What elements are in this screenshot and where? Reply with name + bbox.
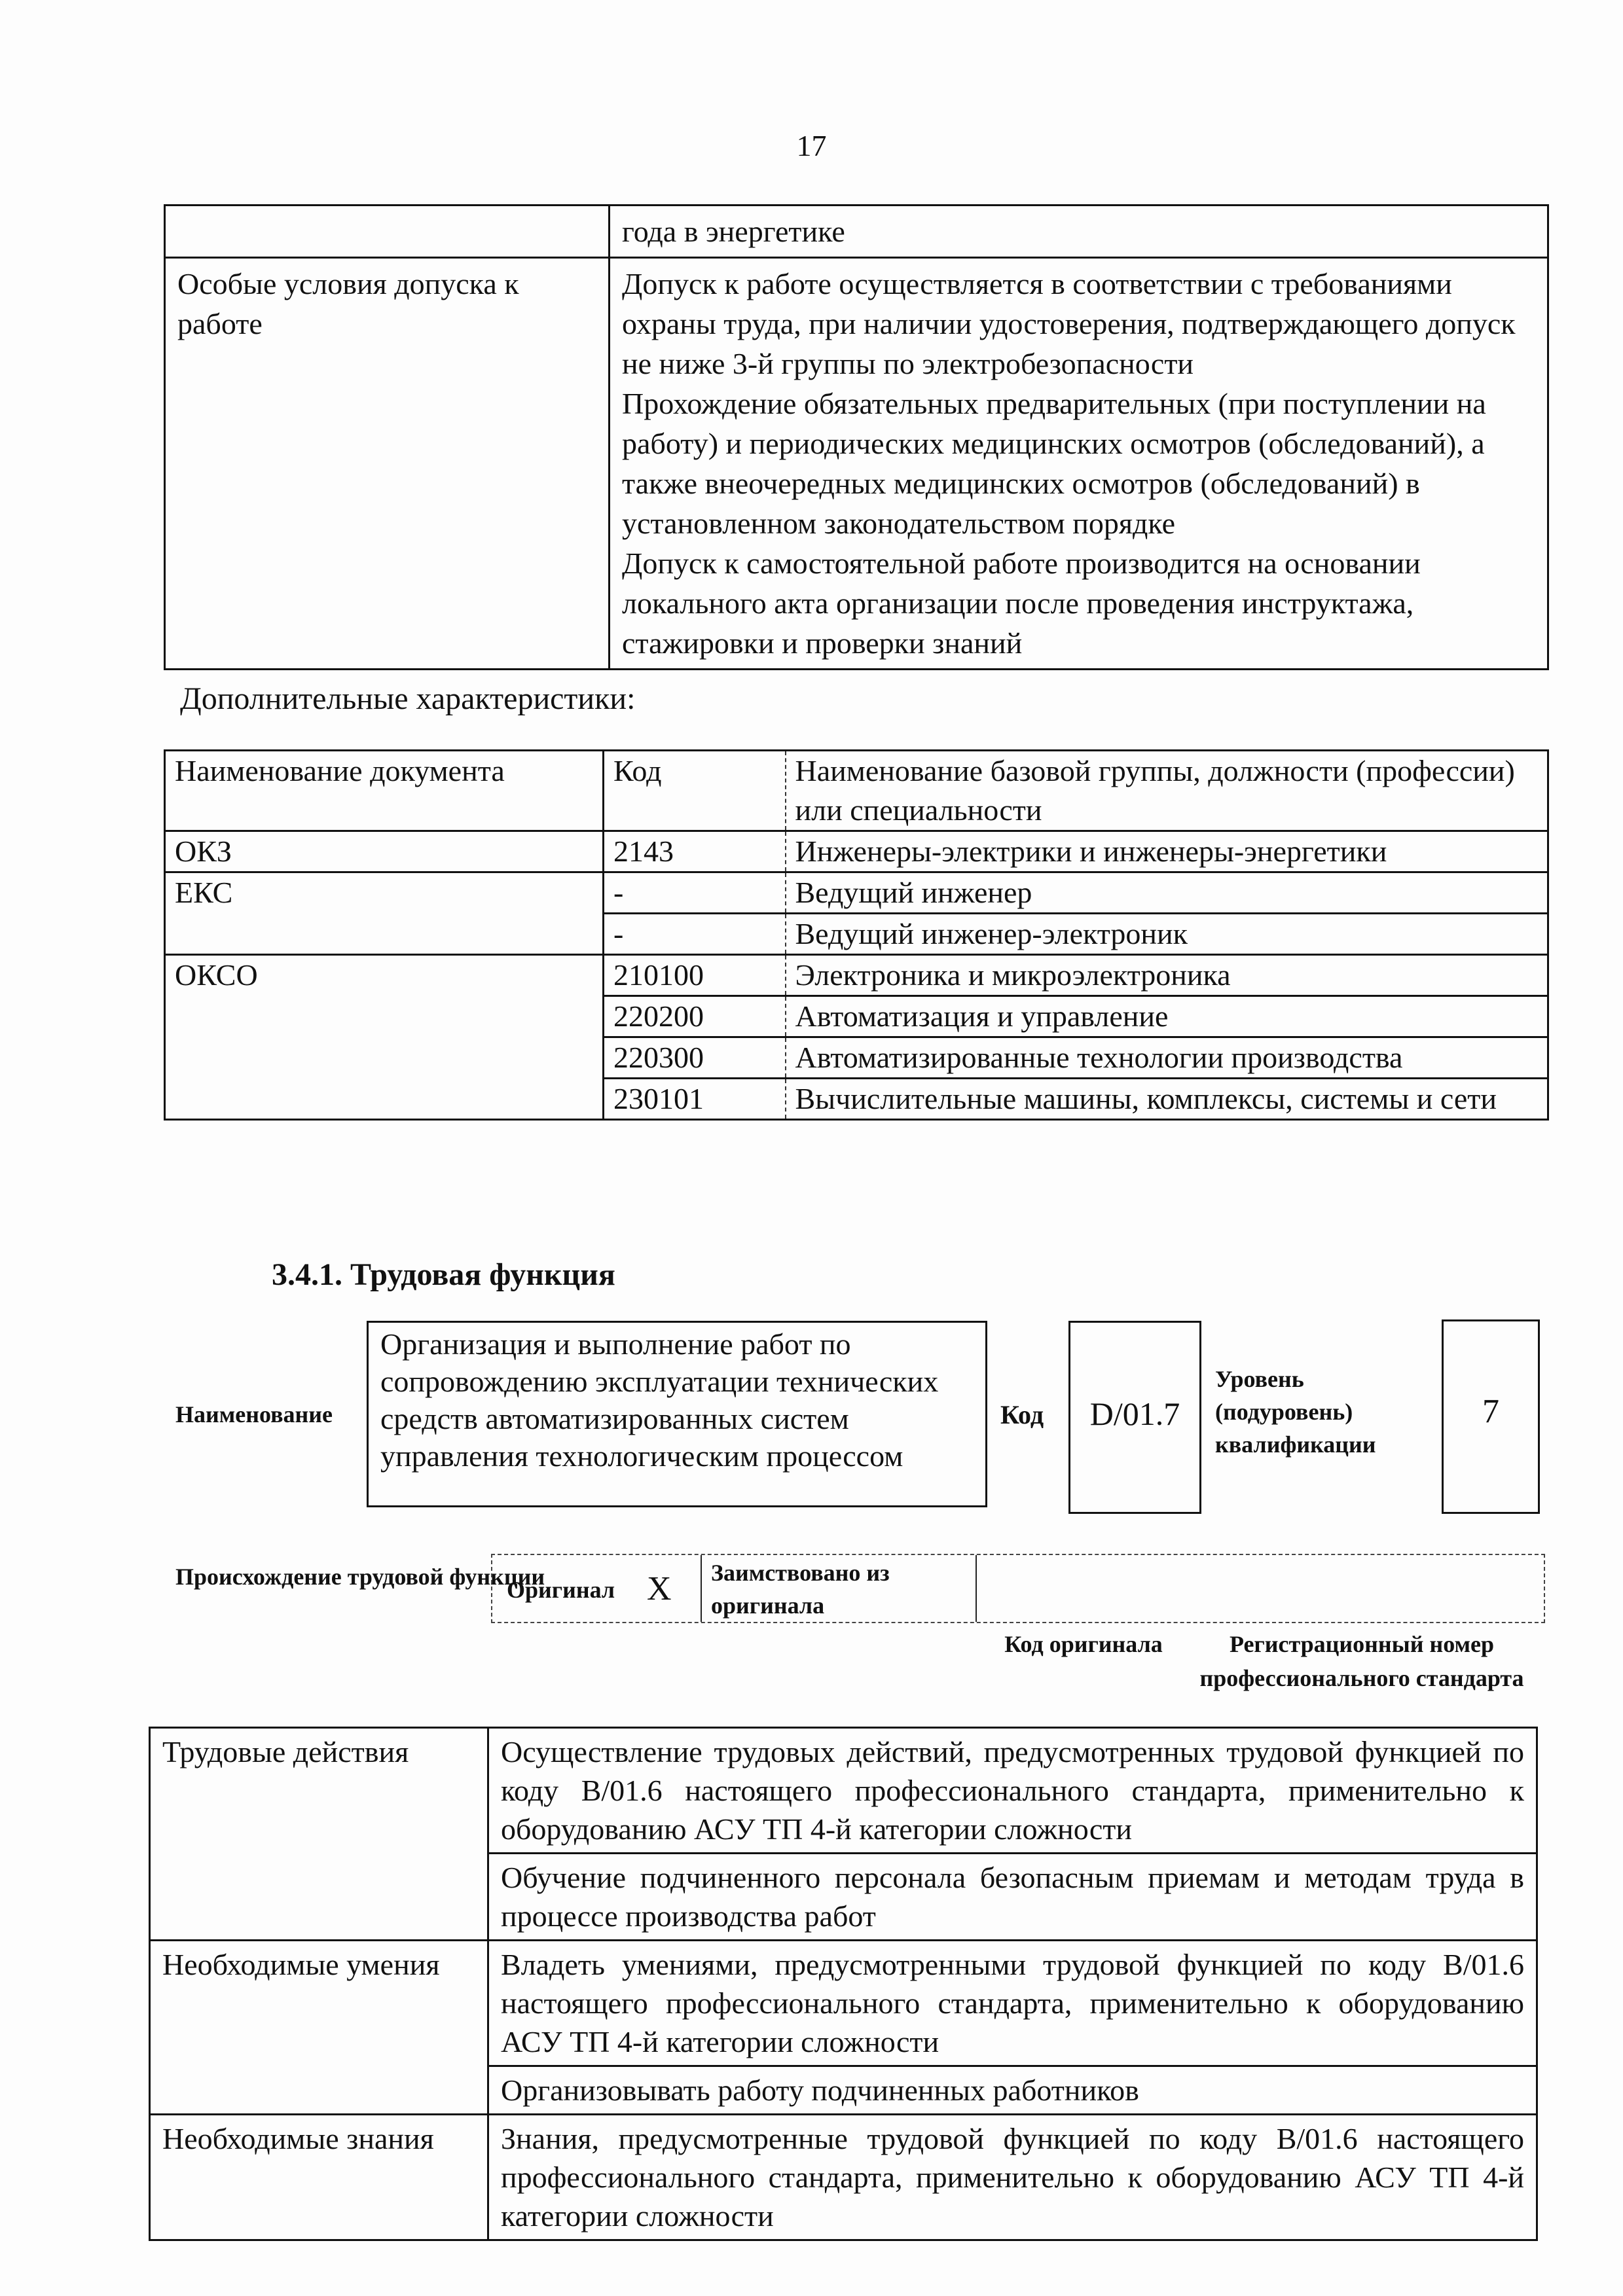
- original-code-label: Код оригинала: [1004, 1631, 1163, 1657]
- original-cell: [492, 1555, 702, 1622]
- row-label: Трудовые действия: [150, 1728, 488, 1941]
- name-cell: Инженеры-электрики и инженеры-энергетики: [786, 831, 1548, 872]
- name-cell: Электроника и микроэлектроника: [786, 955, 1548, 996]
- row-label: Особые условия допуска к работе: [165, 258, 610, 670]
- table-row: [165, 206, 1548, 258]
- original-mark: X: [647, 1570, 672, 1607]
- code-cell: -: [604, 872, 786, 914]
- admission-conditions-table: [164, 204, 1549, 670]
- row-label: Необходимые знания: [150, 2115, 488, 2240]
- additional-characteristics-heading: Дополнительные характеристики:: [180, 681, 636, 716]
- code-cell: 210100: [604, 955, 786, 996]
- qualification-level-label: Уровень (подуровень) квалификации: [1215, 1366, 1376, 1458]
- code-cell: 230101: [604, 1079, 786, 1120]
- row-label: Необходимые умения: [150, 1941, 488, 2115]
- origin-row: [491, 1554, 1545, 1623]
- name-cell: Ведущий инженер-электроник: [786, 914, 1548, 955]
- column-header: Код: [604, 751, 786, 831]
- additional-characteristics-table: [164, 749, 1549, 1121]
- name-cell: Автоматизация и управление: [786, 996, 1548, 1037]
- table-cell: [165, 206, 610, 258]
- code-cell: 220300: [604, 1037, 786, 1079]
- table-cell: года в энергетике: [610, 206, 1548, 258]
- table-row: [165, 955, 1548, 996]
- name-cell: Ведущий инженер: [786, 872, 1548, 914]
- table-header-row: [165, 751, 1548, 831]
- labor-function-details-table: [149, 1727, 1538, 2241]
- registration-number-label: Регистрационный номер профессионального стандарта: [1199, 1631, 1524, 1691]
- table-cell: Обучение подчиненного персонала безопасным приемам и методам труда в процессе производства работ: [488, 1854, 1537, 1941]
- table-row: [165, 258, 1548, 670]
- table-row: [150, 1941, 1537, 2066]
- origin-label: Происхождение трудовой функции: [175, 1564, 545, 1590]
- qualification-level-box: 7: [1442, 1319, 1540, 1514]
- original-label: Оригинал: [507, 1577, 615, 1603]
- table-cell: [610, 258, 1548, 670]
- code-cell: 220200: [604, 996, 786, 1037]
- paragraph: Допуск к самостоятельной работе производится на основании локального акта организации после проведения инструктажа, стажировки и проверки знаний: [622, 547, 1421, 660]
- column-header: Наименование базовой группы, должности (профессии) или специальности: [786, 751, 1548, 831]
- table-cell: Владеть умениями, предусмотренными трудовой функцией по коду В/01.6 настоящего профессионального стандарта, применительно к оборудованию АСУ ТП 4-й категории сложности: [488, 1941, 1537, 2066]
- doc-cell: ЕКС: [165, 872, 604, 955]
- doc-cell: ОКЗ: [165, 831, 604, 872]
- table-cell: Осуществление трудовых действий, предусмотренных трудовой функцией по коду В/01.6 настоящего профессионального стандарта, применительно к оборудованию АСУ ТП 4-й категории сложности: [488, 1728, 1537, 1854]
- table-row: [165, 872, 1548, 914]
- page-number: 17: [796, 129, 827, 162]
- section-title: 3.4.1. Трудовая функция: [272, 1257, 615, 1292]
- column-header: Наименование документа: [165, 751, 604, 831]
- function-name-label: Наименование: [175, 1401, 333, 1427]
- table-row: [165, 831, 1548, 872]
- function-code-label: Код: [1000, 1400, 1044, 1429]
- table-row: [150, 1728, 1537, 1854]
- code-cell: -: [604, 914, 786, 955]
- paragraph: Допуск к работе осуществляется в соответствии с требованиями охраны труда, при наличии удостоверения, подтверждающего допуск не ниже 3-й группы по электробезопасности: [622, 267, 1516, 380]
- table-cell: Организовывать работу подчиненных работников: [488, 2066, 1537, 2115]
- borrowed-cell: Заимствовано из оригинала: [702, 1555, 977, 1622]
- code-cell: 2143: [604, 831, 786, 872]
- name-cell: Вычислительные машины, комплексы, системы и сети: [786, 1079, 1548, 1120]
- table-row: [150, 2115, 1537, 2240]
- name-cell: Автоматизированные технологии производства: [786, 1037, 1548, 1079]
- function-name-box: Организация и выполнение работ по сопровождению эксплуатации технических средств автоматизированных систем управления технологическим процессом: [367, 1321, 987, 1507]
- doc-cell: ОКСО: [165, 955, 604, 1120]
- function-code-box: D/01.7: [1068, 1321, 1201, 1514]
- paragraph: Прохождение обязательных предварительных (при поступлении на работу) и периодических медицинских осмотров (обследований), а также внеочередных медицинских осмотров (обследований) в установленном законодательством порядке: [622, 387, 1486, 540]
- table-cell: Знания, предусмотренные трудовой функцией по коду В/01.6 настоящего профессионального стандарта, применительно к оборудованию АСУ ТП 4-й категории сложности: [488, 2115, 1537, 2240]
